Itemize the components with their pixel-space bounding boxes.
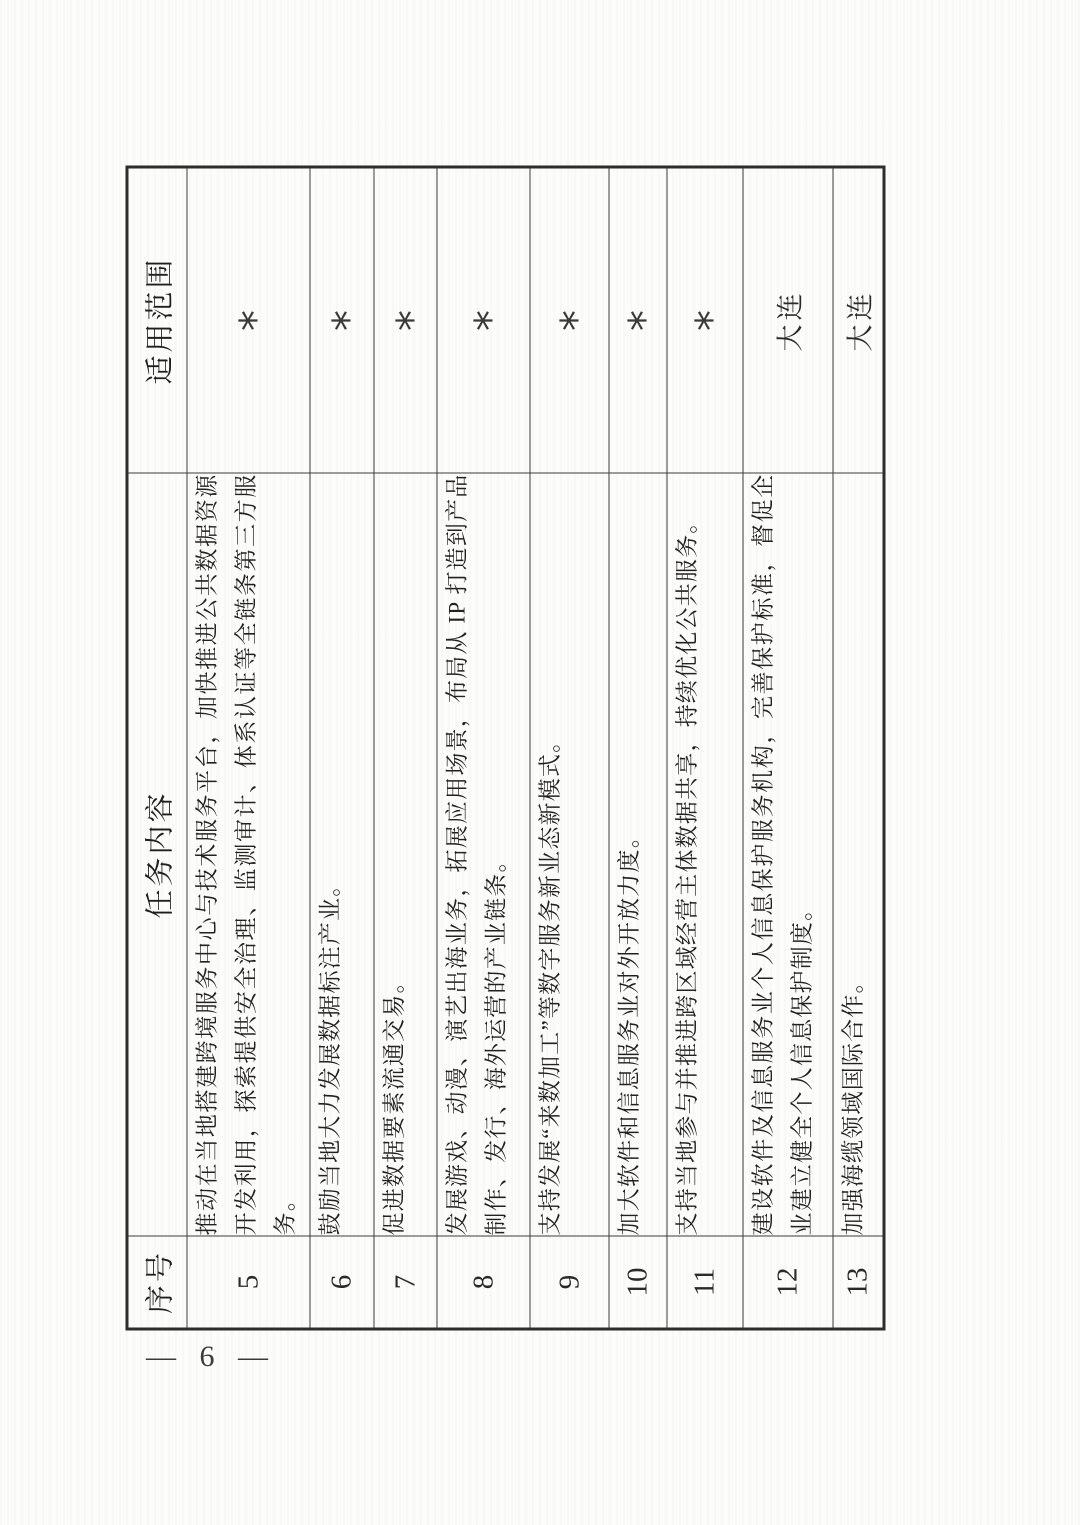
table-row <box>530 167 609 1329</box>
serial-number-cell: 11 <box>667 1236 743 1329</box>
serial-number-cell: 6 <box>310 1236 374 1329</box>
table-header-row <box>127 167 187 1329</box>
scope-region-label: 大连 <box>775 289 805 351</box>
table-row <box>310 167 374 1329</box>
scope-cell <box>833 167 884 473</box>
serial-number-cell: 9 <box>530 1236 609 1329</box>
serial-number-cell: 8 <box>437 1236 530 1329</box>
task-content-cell: 支持发展“来数加工”等数字服务新业态新模式。 <box>530 473 609 1236</box>
task-table <box>125 165 885 1330</box>
task-content-cell: 推动在当地搭建跨境服务中心与技术服务平台，加快推进公共数据资源开发利用，探索提供安全治理、监测审计、体系认证等全链条第三方服务。 <box>187 473 310 1236</box>
serial-number-cell: 7 <box>374 1236 437 1329</box>
page-number: — 6 — <box>146 1340 268 1373</box>
table-row <box>437 167 530 1329</box>
scope-region-label: 大连 <box>845 289 875 351</box>
scope-cell: * <box>187 167 310 473</box>
table-row <box>374 167 437 1329</box>
task-content-cell: 促进数据要素流通交易。 <box>374 473 437 1236</box>
header-serial-number: 序号 <box>127 1236 187 1329</box>
task-content-cell: 建设软件及信息服务业个人信息保护服务机构，完善保护标准，督促企业建立健全个人信息保护制度。 <box>743 473 833 1236</box>
scope-cell <box>743 167 833 473</box>
table-row <box>187 167 310 1329</box>
serial-number-cell: 12 <box>743 1236 833 1329</box>
serial-number-cell: 5 <box>187 1236 310 1329</box>
task-content-cell: 加大软件和信息服务业对外开放力度。 <box>609 473 667 1236</box>
rotated-table-container <box>125 168 882 1330</box>
task-content-cell: 加强海缆领域国际合作。 <box>833 473 884 1236</box>
serial-number-cell: 13 <box>833 1236 884 1329</box>
task-content-cell: 鼓励当地大力发展数据标注产业。 <box>310 473 374 1236</box>
table-row <box>667 167 743 1329</box>
table-row <box>609 167 667 1329</box>
header-task-content: 任务内容 <box>127 473 187 1236</box>
table-row <box>833 167 884 1329</box>
table-row <box>743 167 833 1329</box>
scope-cell: * <box>374 167 437 473</box>
header-applicable-scope: 适用范围 <box>127 167 187 473</box>
serial-number-cell: 10 <box>609 1236 667 1329</box>
scope-cell: * <box>609 167 667 473</box>
task-content-cell: 发展游戏、动漫、演艺出海业务，拓展应用场景，布局从 IP 打造到产品制作、发行、海外运营的产业链条。 <box>437 473 530 1236</box>
scope-cell: * <box>530 167 609 473</box>
task-content-cell: 支持当地参与并推进跨区域经营主体数据共享，持续优化公共服务。 <box>667 473 743 1236</box>
scope-cell: * <box>667 167 743 473</box>
scope-cell: * <box>310 167 374 473</box>
scope-cell: * <box>437 167 530 473</box>
